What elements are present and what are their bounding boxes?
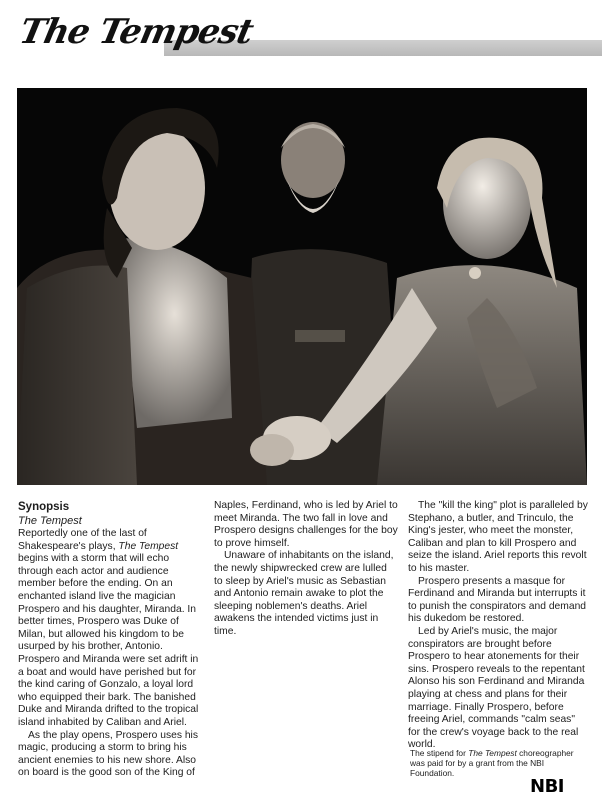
synopsis-paragraph [18, 528, 204, 730]
synopsis-column-3 [408, 500, 588, 752]
synopsis-subtitle: The Tempest [18, 515, 82, 527]
synopsis-column-1 [18, 500, 204, 780]
text-run: begins with a storm that will echo through each actor and audience member before the ending. On an enchanted island live the magician Prospero and his daughter, Miranda. In better times, Prospero was Duke of Milan, but allowed his kingdom to be usurped by his brother, Antonio. Prospero and Miranda were set adrift in a boat and would have perished but for the kind caring of Gonzalo, a loyal lord who equipped their bark. The banished Duke and Miranda drifted to the tropical island inhabited by Caliban and Ariel. [18, 553, 199, 728]
synopsis-paragraph: Unaware of inhabitants on the island, the newly shipwrecked crew are lulled to sleep by Ariel's music as Sebastian and Antonio remain awake to plot the sleeping noblemen's deaths. Ariel awakens the intended victims just in time. [214, 550, 394, 637]
play-title-italic: The Tempest [468, 748, 517, 758]
text-run: Reportedly one of the last of Shakespeare's plays, [18, 528, 147, 552]
synopsis-column-2 [214, 500, 398, 639]
play-title-italic: The Tempest [118, 540, 179, 552]
nbi-logo: NBI [530, 776, 564, 797]
synopsis-paragraph: As the play opens, Prospero uses his magic, producing a storm to bring his ancient enemies to his new shore. Also on board is the good son of the King of [18, 729, 198, 779]
funding-credit [410, 748, 588, 778]
stage-photo-image [17, 88, 587, 485]
synopsis-paragraph: Prospero presents a masque for Ferdinand and Miranda but interrupts it to punish the conspirators and demand his dukedom be restored. [408, 575, 587, 625]
text-run: The stipend for [410, 748, 469, 758]
page-title: The Tempest [16, 12, 257, 52]
synopsis-paragraph: The "kill the king" plot is paralleled by Stephano, a butler, and Trinculo, the King's jester, who meet the monster, Caliban and plan to kill Prospero and seize the island. Ariel reports this revolt to his master. [408, 500, 588, 574]
stage-photo [17, 88, 587, 485]
page-header [14, 10, 588, 60]
synopsis-heading: Synopsis [18, 501, 70, 513]
synopsis-paragraph: Naples, Ferdinand, who is led by Ariel to meet Miranda. The two fall in love and Prospero designs challenges for the boy to prove himself. [214, 500, 398, 549]
text-run: choreographer was paid for by a grant from the NBI Foundation. [410, 748, 574, 778]
synopsis-paragraph: Led by Ariel's music, the major conspirators are brought before Prospero to hear atonements for their sins. Prospero reveals to the repentant Alonso his son Ferdinand and Miranda playing at chess and plans for their marriage. Finally Prospero, before freeing Ariel, commands "calm seas" for the crew's voyage back to the real world. [408, 625, 585, 751]
